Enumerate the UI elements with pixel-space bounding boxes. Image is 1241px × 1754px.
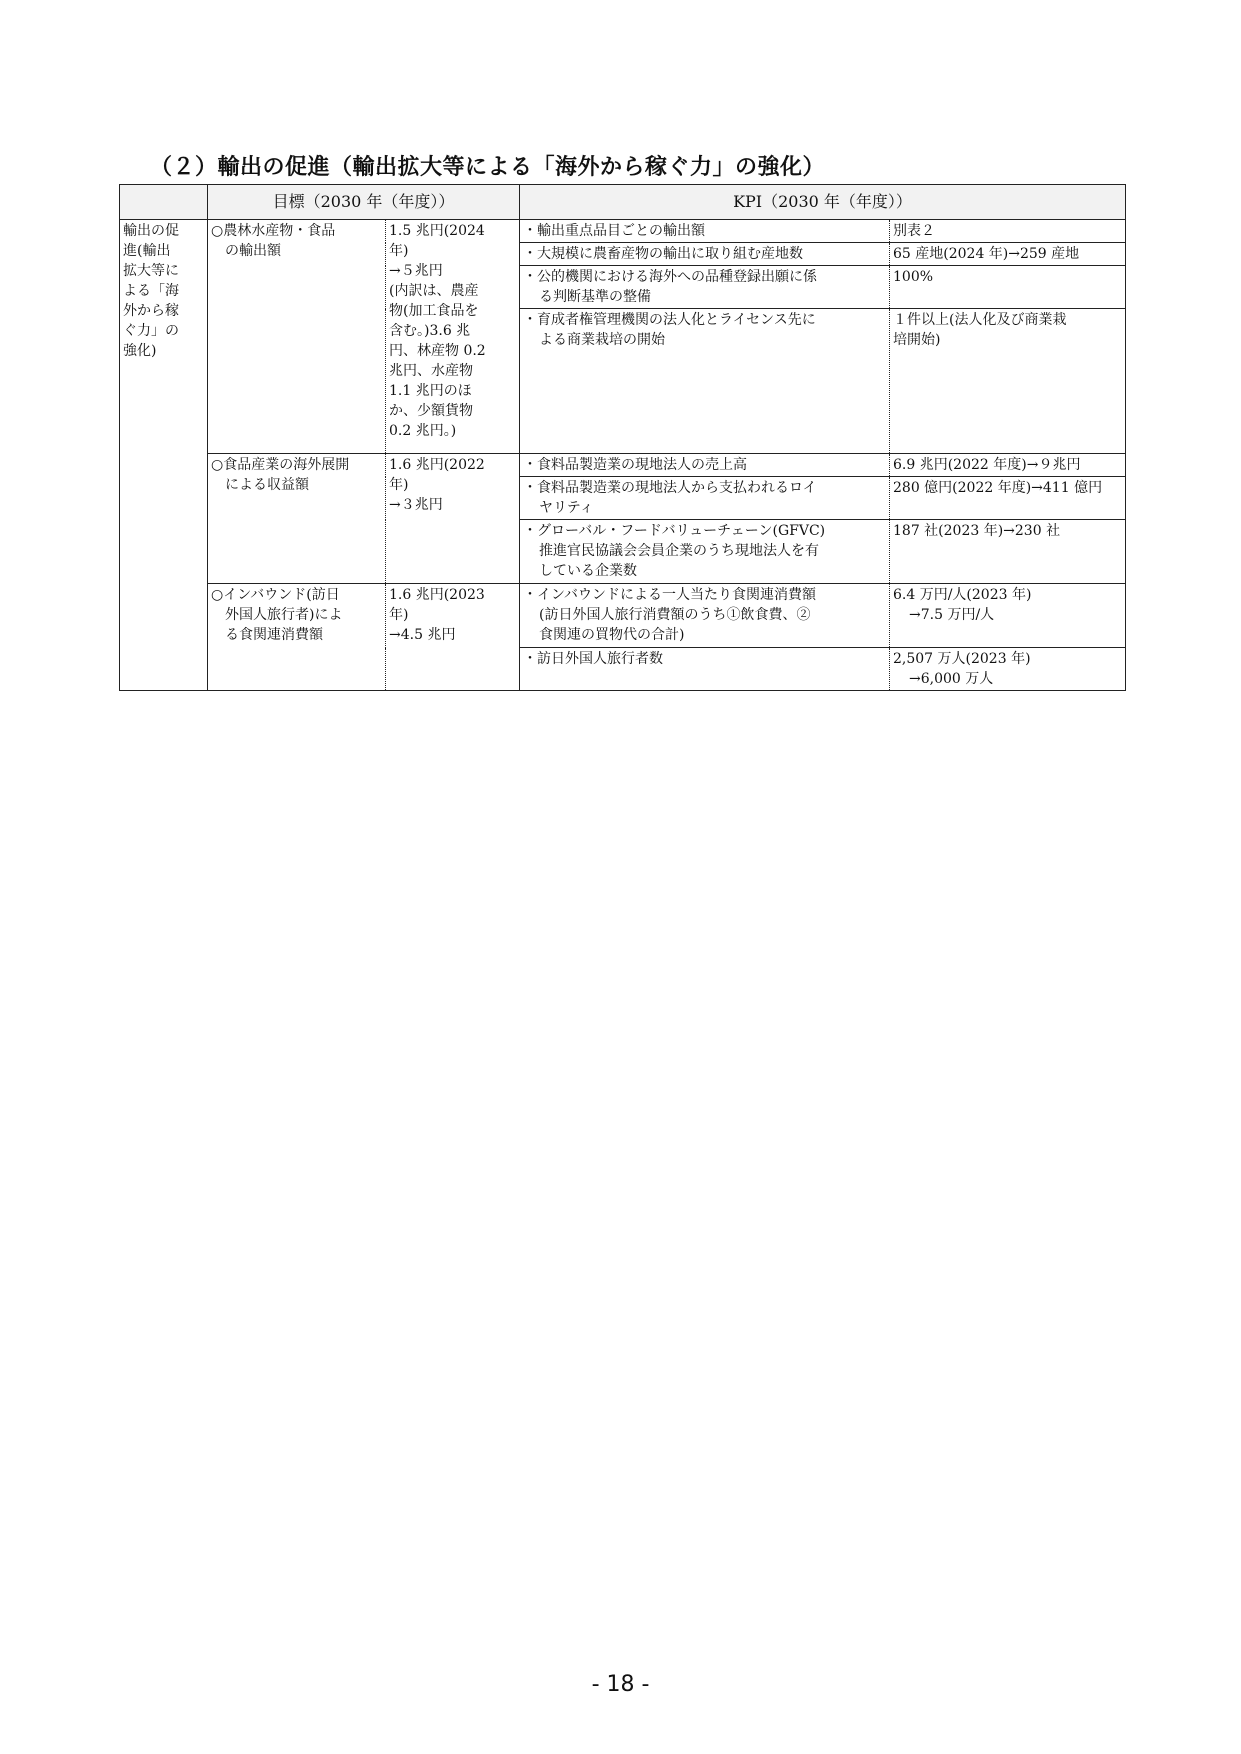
goal-value-cell [386, 220, 520, 454]
kpi-item-line: よる商業栽培の開始 [539, 332, 665, 348]
kpi-item-line: ・公的機関における海外への品種登録出願に係 [523, 269, 817, 285]
table-header-row [120, 185, 1126, 220]
category-cell [120, 220, 208, 691]
goal-target-line: による収益額 [225, 477, 309, 493]
kpi-value-cell [890, 243, 1126, 266]
kpi-item-line: している企業数 [539, 563, 637, 579]
table-row [120, 454, 1126, 477]
table-row [120, 220, 1126, 243]
goal-value-line: 物(加工食品を [389, 303, 479, 319]
kpi-value-cell [890, 520, 1126, 584]
kpi-value-line: 別表２ [893, 223, 935, 239]
goal-target-line: の輸出額 [225, 243, 281, 259]
kpi-item-line: ・食料品製造業の現地法人の売上高 [523, 457, 747, 473]
goal-value-line: →4.5 兆円 [389, 627, 456, 643]
kpi-item-line: ヤリティ [539, 500, 594, 516]
kpi-value-cell [890, 220, 1126, 243]
kpi-value-line: 2,507 万人(2023 年) [893, 651, 1031, 667]
kpi-value-line: →6,000 万人 [909, 671, 994, 687]
table-row [120, 584, 1126, 648]
kpi-value-line: 100% [893, 269, 934, 285]
kpi-item-line: ・インバウンドによる一人当たり食関連消費額 [523, 587, 817, 603]
category-line: 強化) [123, 343, 157, 359]
kpi-value-cell [890, 584, 1126, 648]
kpi-value-line: １件以上(法人化及び商業栽 [893, 312, 1067, 328]
kpi-value-line: 280 億円(2022 年度)→411 億円 [893, 480, 1103, 496]
kpi-value-line: 培開始) [893, 332, 941, 348]
kpi-item-cell [520, 309, 890, 454]
kpi-item-line: (訪日外国人旅行消費額のうち①飲食費、② [539, 607, 811, 623]
header-empty-cell [120, 185, 208, 220]
kpi-item-cell [520, 243, 890, 266]
goal-value-line: 年) [389, 607, 409, 623]
goal-target-cell [208, 454, 386, 584]
kpi-item-line: る判断基準の整備 [539, 289, 651, 305]
goal-value-line: か、少額貨物 [389, 403, 473, 419]
page-number: - 18 - [591, 1672, 650, 1697]
goal-value-line: 1.6 兆円(2022 [389, 457, 485, 473]
goal-value-line: 0.2 兆円。) [389, 423, 457, 439]
kpi-value-cell [890, 648, 1126, 691]
kpi-value-line: 65 産地(2024 年)→259 産地 [893, 246, 1080, 262]
goal-value-line: (内訳は、農産 [389, 283, 479, 299]
goal-value-cell [386, 454, 520, 584]
goal-target-line: 外国人旅行者)によ [225, 607, 343, 623]
goal-target-line: ○農林水産物・食品 [211, 223, 336, 239]
kpi-item-cell [520, 648, 890, 691]
goal-value-line: 1.1 兆円のほ [389, 383, 472, 399]
category-line: 外から稼 [123, 303, 179, 319]
kpi-item-cell [520, 220, 890, 243]
goal-value-line: 年) [389, 477, 409, 493]
goal-value-line: 1.6 兆円(2023 [389, 587, 485, 603]
goal-value-line: 兆円、水産物 [389, 363, 473, 379]
kpi-item-line: ・輸出重点品目ごとの輸出額 [523, 223, 705, 239]
kpi-table [119, 184, 1126, 691]
kpi-item-line: ・食料品製造業の現地法人から支払われるロイ [523, 480, 817, 496]
kpi-value-cell [890, 454, 1126, 477]
goal-value-line: 1.5 兆円(2024 [389, 223, 485, 239]
kpi-value-cell [890, 477, 1126, 520]
kpi-value-line: 6.9 兆円(2022 年度)→９兆円 [893, 457, 1081, 473]
goal-value-line: 年) [389, 243, 409, 259]
goal-target-cell [208, 584, 386, 691]
category-line: 拡大等に [123, 263, 179, 279]
kpi-item-cell [520, 454, 890, 477]
kpi-item-line: ・育成者権管理機関の法人化とライセンス先に [523, 312, 816, 328]
kpi-item-line: ・グローバル・フードバリューチェーン(GFVC) [523, 523, 826, 539]
kpi-item-line: 食関連の買物代の合計) [539, 627, 685, 643]
category-line: よる「海 [123, 283, 179, 299]
kpi-value-line: 187 社(2023 年)→230 社 [893, 523, 1061, 539]
kpi-item-line: 推進官民協議会会員企業のうち現地法人を有 [539, 543, 819, 559]
goal-target-line: ○食品産業の海外展開 [211, 457, 350, 473]
kpi-item-cell [520, 266, 890, 309]
goal-target-cell [208, 220, 386, 454]
kpi-value-line: 6.4 万円/人(2023 年) [893, 587, 1032, 603]
kpi-item-cell [520, 477, 890, 520]
header-goal: 目標（2030 年（年度）） [208, 185, 520, 220]
goal-value-line: 含む。)3.6 兆 [389, 323, 471, 339]
section-heading: （２）輸出の促進（輸出拡大等による「海外から稼ぐ力」の強化） [150, 155, 826, 180]
header-kpi: KPI（2030 年（年度）） [520, 185, 1126, 220]
kpi-item-cell [520, 584, 890, 648]
kpi-item-line: ・大規模に農畜産物の輸出に取り組む産地数 [523, 246, 803, 262]
category-line: ぐ力」の [123, 323, 179, 339]
goal-value-line: →５兆円 [389, 263, 443, 279]
goal-target-line: ○インバウンド(訪日 [211, 587, 340, 603]
kpi-value-cell [890, 266, 1126, 309]
category-line: 輸出の促 [123, 223, 179, 239]
goal-target-line: る食関連消費額 [225, 627, 323, 643]
kpi-value-line: →7.5 万円/人 [909, 607, 995, 623]
goal-value-line: 円、林産物 0.2 [389, 343, 486, 359]
goal-value-cell [386, 584, 520, 691]
goal-value-line: →３兆円 [389, 497, 443, 513]
kpi-item-cell [520, 520, 890, 584]
kpi-value-cell [890, 309, 1126, 454]
category-line: 進(輸出 [123, 243, 171, 259]
kpi-item-line: ・訪日外国人旅行者数 [523, 651, 663, 667]
